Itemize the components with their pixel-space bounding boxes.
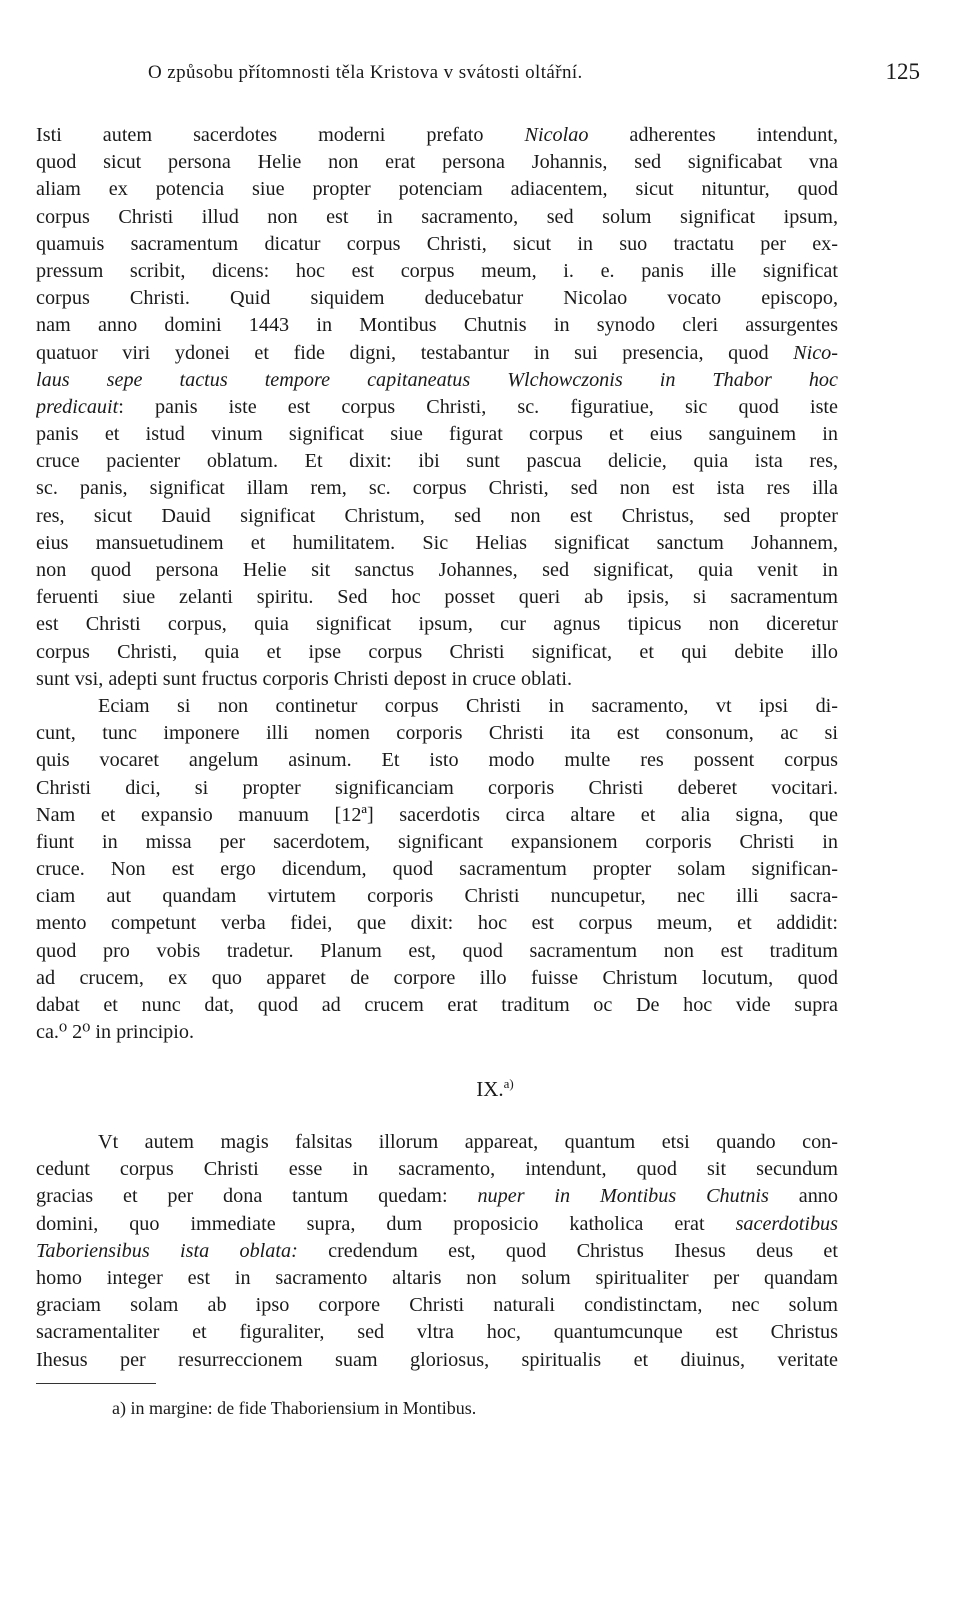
line-text: mento competunt verba fidei, que dixit: hoc est corpus meum, et addidit: [36, 912, 838, 935]
line-text: non quod persona Helie sit sanctus Johannes, sed significat, quia venit in [36, 559, 838, 581]
line-text: anno [768, 1185, 838, 1208]
line-text: sc. panis, significat illam rem, sc. corpus Christi, sed non est ista res illa [36, 477, 838, 500]
text-line [36, 910, 838, 937]
line-text: ciam aut quandam virtutem corporis Christi nuncupetur, nec illi sacra- [36, 885, 838, 908]
text-line [36, 448, 838, 475]
text-line [36, 802, 838, 829]
line-text: eius mansuetudinem et humilitatem. Sic Helias significat sanctum Johannem, [36, 531, 838, 554]
text-line [36, 1292, 838, 1319]
text-line [36, 285, 838, 312]
text-line [36, 639, 838, 666]
text-line [36, 1019, 838, 1046]
line-text: ca.⁰ 2⁰ in principio. [36, 1021, 195, 1044]
line-text: gracias et per dona tantum quedam: [36, 1185, 478, 1208]
text-line [36, 122, 838, 149]
italic-text: Taboriensibus ista oblata: [36, 1239, 298, 1262]
line-text: domini, quo immediate supra, dum proposicio katholica erat [36, 1212, 736, 1235]
text-line [36, 666, 838, 693]
line-text: cedunt corpus Christi esse in sacramento, intendunt, quod sit secundum [36, 1158, 838, 1181]
line-text: cruce pacienter oblatum. Et dixit: ibi sunt pascua delicie, quia ista res, [36, 450, 838, 473]
text-line [36, 1183, 838, 1210]
text-line [36, 747, 838, 774]
line-text: nam anno domini 1443 in Montibus Chutnis in synodo cleri assurgentes [36, 314, 838, 337]
text-line [36, 394, 838, 421]
text-line [36, 149, 838, 176]
text-line [36, 340, 838, 367]
text-line [36, 258, 838, 285]
line-text: res, sicut Dauid significat Christum, sed non est Christus, sed propter [36, 504, 838, 527]
italic-text: Nicolao [524, 124, 589, 146]
line-text: Isti autem sacerdotes moderni prefato [36, 124, 525, 146]
line-text: cruce. Non est ergo dicendum, quod sacramentum propter solam significan- [36, 858, 838, 881]
running-header [36, 59, 920, 92]
line-text: sunt vsi, adepti sunt fructus corporis Christi depost in cruce oblati. [36, 667, 573, 690]
italic-text: laus sepe tactus tempore capitaneatus Wlchowczonis in Thabor hoc [36, 368, 838, 391]
text-line [36, 1156, 838, 1183]
text-line [36, 1347, 838, 1374]
text-line [36, 1129, 838, 1156]
line-text: quod sicut persona Helie non erat persona Johannis, sed significabat vna [36, 151, 838, 174]
text-line [36, 1265, 838, 1292]
line-text: cunt, tunc imponere illi nomen corporis Christi ita est consonum, ac si [36, 722, 838, 745]
line-text: quatuor viri ydonei et fide digni, testabantur in sui presencia, quod [36, 341, 794, 364]
section-note-mark: a) [503, 1076, 514, 1091]
line-text: Eciam si non continetur corpus Christi in sacramento, vt ipsi di- [98, 694, 838, 717]
text-line [36, 475, 838, 502]
line-text: adherentes intendunt, [588, 124, 838, 146]
line-text: Nam et expansio manuum [12ª] sacerdotis circa altare et alia signa, que [36, 803, 838, 826]
line-text: Ihesus per resurreccionem suam gloriosus, spiritualis et diuinus, veritate [36, 1348, 838, 1371]
text-line [36, 775, 838, 802]
text-block-main [36, 122, 838, 1046]
text-line [36, 176, 838, 203]
line-text: fiunt in missa per sacerdotem, significant expansionem corporis Christi in [36, 830, 838, 853]
text-line [36, 883, 838, 910]
text-line [36, 965, 838, 992]
line-text: corpus Christi. Quid siquidem deducebatur Nicolao vocato episcopo, [36, 287, 838, 310]
text-line [36, 856, 838, 883]
text-line [36, 693, 838, 720]
line-text: graciam solam ab ipso corpore Christi naturali condistinctam, nec solum [36, 1294, 838, 1317]
text-line [36, 584, 838, 611]
line-text: ad crucem, ex quo apparet de corpore illo fuisse Christum locutum, quod [36, 966, 838, 989]
line-text: sacramentaliter et figuraliter, sed vltra hoc, quantumcunque est Christus [36, 1321, 838, 1344]
line-text: panis et istud vinum significat siue figurat corpus et eius sanguinem in [36, 423, 838, 446]
line-text: corpus Christi, quia et ipse corpus Christi significat, et qui debite illo [36, 640, 838, 663]
text-line [36, 421, 838, 448]
line-text: Christi dici, si propter significanciam corporis Christi deberet vocitari. [36, 776, 838, 799]
text-line [36, 938, 838, 965]
line-text: pressum scribit, dicens: hoc est corpus meum, i. e. panis ille significat [36, 259, 838, 282]
text-block-section-ix [36, 1129, 838, 1374]
line-text: aliam ex potencia siue propter potenciam adiacentem, sicut nituntur, quod [36, 178, 838, 201]
line-text: corpus Christi illud non est in sacramento, sed solum significat ipsum, [36, 205, 838, 228]
section-number: IX. [476, 1077, 504, 1101]
text-line [36, 503, 838, 530]
line-text: Vt autem magis falsitas illorum appareat, quantum etsi quando con- [98, 1131, 838, 1153]
line-text: quod pro vobis tradetur. Planum est, quod sacramentum non est traditum [36, 939, 838, 962]
text-line [36, 530, 838, 557]
footnote: a) in margine: de fide Thaboriensium in Montibus. [112, 1398, 477, 1418]
text-line [36, 1211, 838, 1238]
text-line [36, 992, 838, 1019]
line-text: quis vocaret angelum asinum. Et isto modo multe res possent corpus [36, 749, 838, 772]
text-line [36, 312, 838, 339]
italic-text: sacerdotibus [735, 1212, 838, 1235]
line-text: homo integer est in sacramento altaris non solum spiritualiter per quandam [36, 1266, 838, 1289]
page-number: 125 [885, 59, 920, 84]
running-title: O způsobu přítomnosti těla Kristova v svátosti oltářní. [148, 62, 583, 83]
text-line [36, 231, 838, 258]
text-line [36, 367, 838, 394]
footnote-divider [36, 1383, 156, 1384]
italic-text: predicauit [36, 395, 119, 418]
text-line [36, 1319, 838, 1346]
line-text: est Christi corpus, quia significat ipsum, cur agnus tipicus non diceretur [36, 613, 838, 636]
text-line [36, 611, 838, 638]
line-text: : panis iste est corpus Christi, sc. figuratiue, sic quod iste [118, 395, 838, 418]
italic-text: nuper in Montibus Chutnis [477, 1185, 769, 1208]
line-text: feruenti siue zelanti spiritu. Sed hoc posset queri ab ipsis, si sacramentum [36, 586, 838, 609]
text-line [36, 204, 838, 231]
line-text: dabat et nunc dat, quod ad crucem erat traditum oc De hoc vide supra [36, 994, 838, 1016]
italic-text: Nico- [793, 341, 838, 364]
text-line [36, 557, 838, 584]
line-text: quamuis sacramentum dicatur corpus Christi, sicut in suo tractatu per ex- [36, 232, 838, 255]
section-heading [0, 1076, 960, 1102]
text-line [36, 829, 838, 856]
line-text: credendum est, quod Christus Ihesus deus et [297, 1239, 838, 1262]
text-line [36, 1238, 838, 1265]
text-line [36, 720, 838, 747]
